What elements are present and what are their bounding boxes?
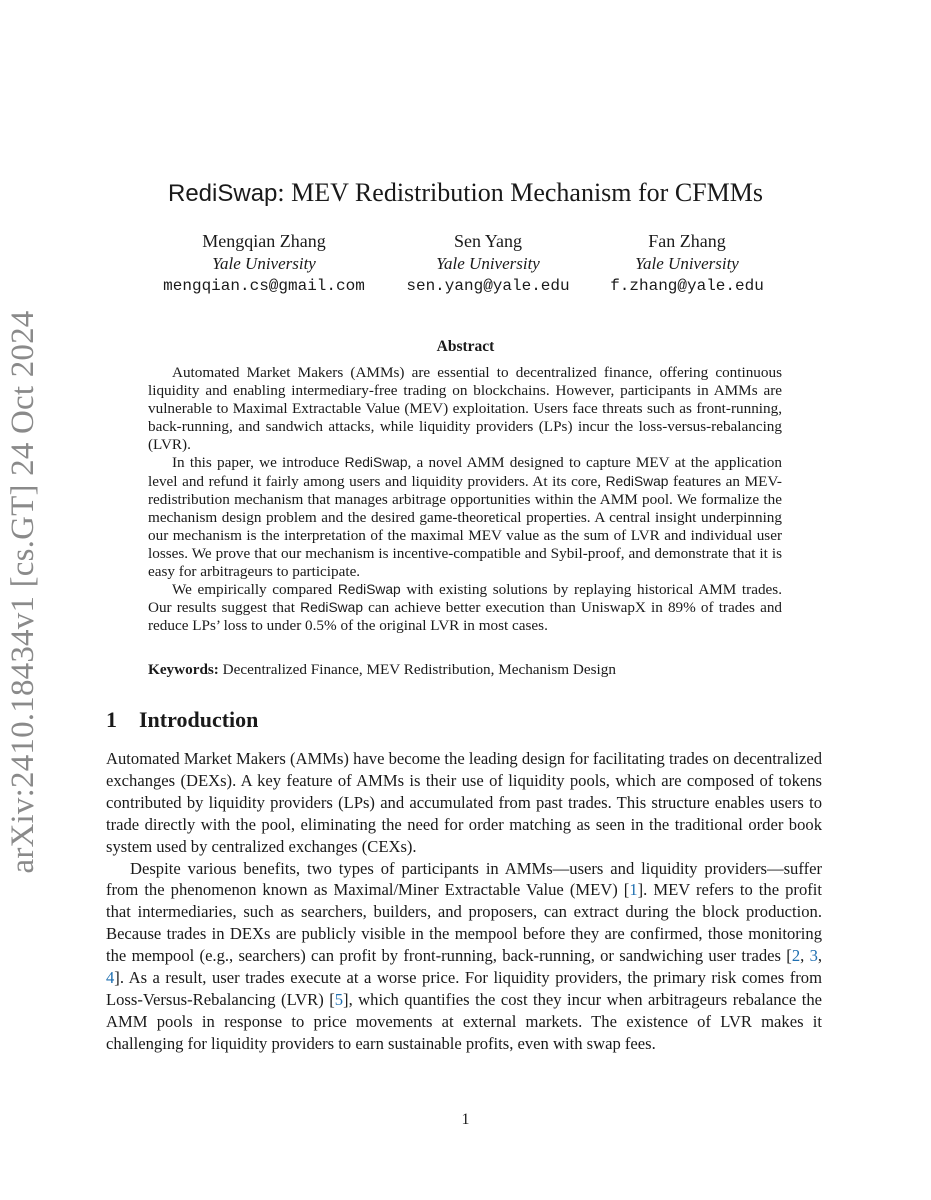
system-name: RediSwap: [337, 582, 401, 598]
intro-paragraph-2: [106, 858, 822, 1055]
intro-text: Despite various benefits, two types of participants in AMMs—users and liquidity providers—suffer from the phenomenon known as Maximal/Miner Extractable Value (MEV) [: [106, 858, 822, 900]
abstract-text: We empirically compared: [172, 581, 338, 599]
author-email[interactable]: mengqian.cs@gmail.com: [163, 277, 365, 295]
author-name: Fan Zhang: [648, 231, 726, 251]
intro-text: ]. As a result, user trades execute at a worse price. For liquidity providers, the primary risk comes from Loss-Versus-Rebalancing (LVR) [: [106, 968, 822, 1009]
abstract-text: can achieve better execution than UniswapX in 89% of trades and reduce LPs’ loss to under 0.5% of the original LVR in most cases.: [148, 599, 783, 635]
author-affiliation: Yale University: [635, 254, 739, 273]
intro-paragraph-1: Automated Market Makers (AMMs) have become the leading design for facilitating trades on decentralized exchanges (DEXs). A key feature of AMMs is their use of liquidity pools, which are composed of tokens contributed by liquidity providers (LPs) and accumulated from past trades. This structure enables users to trade directly with the pool, eliminating the need for order matching as seen in the traditional order book system used by centralized exchanges (CEXs).: [106, 749, 822, 856]
abstract-body: [148, 364, 782, 635]
abstract-heading: Abstract: [436, 338, 495, 355]
citation-link[interactable]: 5: [334, 989, 344, 1009]
section-number: 1: [106, 707, 117, 732]
intro-text: ,: [800, 946, 810, 966]
arxiv-identifier-stamp: arXiv:2410.18434v1 [cs.GT] 24 Oct 2024: [5, 310, 41, 874]
abstract-paragraph-2: [148, 454, 782, 581]
citation-link[interactable]: 4: [106, 968, 115, 988]
intro-text: ], which quantifies the cost they incur when arbitrageurs rebalance the AMM pools in response to price movements at external markets. The existence of LVR makes it challenging for liquidity providers to earn sustainable profits, even with swap fees.: [106, 989, 822, 1053]
abstract-paragraph-1: Automated Market Makers (AMMs) are essential to decentralized finance, offering continuous liquidity and enabling intermediary-free trading on blockchains. However, participants in AMMs are vulnerable to Maximal Extractable Value (MEV) exploitation. Users face threats such as front-running, back-running, and sandwich attacks, while liquidity providers (LPs) incur the loss-versus-rebalancing (LVR).: [148, 364, 782, 454]
author-3: [557, 229, 817, 297]
title-rest: : MEV Redistribution Mechanism for CFMMs: [277, 178, 763, 207]
abstract-text: with existing solutions by replaying historical AMM trades. Our results suggest that: [148, 581, 782, 617]
keywords: [148, 661, 782, 679]
author-name: Sen Yang: [453, 231, 523, 251]
citation-link[interactable]: 1: [629, 880, 638, 900]
introduction-body: [106, 748, 822, 1055]
author-email[interactable]: f.zhang@yale.edu: [610, 277, 764, 295]
author-affiliation: Yale University: [436, 254, 540, 273]
title-system-name: RediSwap: [168, 180, 278, 207]
keywords-text: Decentralized Finance, MEV Redistribution, Mechanism Design: [218, 661, 616, 678]
paper-title: [0, 178, 931, 208]
page-number: 1: [461, 1111, 470, 1128]
author-1: [134, 229, 394, 297]
intro-text: ]. MEV refers to the profit that intermediaries, such as searchers, builders, and proposers, can extract during the block production. Because trades in DEXs are publicly visible in the mempool before they are confirmed, those monitoring the mempool (e.g., searchers) can profit by front-running, back-running, or sandwiching user trades [: [106, 880, 823, 966]
abstract-text: features an MEV-redistribution mechanism that manages arbitrage opportunities within the AMM pool. We formalize the mechanism design problem and the desired game-theoretical properties. A central insight underpinning our mechanism is the interpretation of the maximal MEV value as the sum of LVR and individual user losses. We prove that our mechanism is incentive-compatible and Sybil-proof, and demonstrate that it is easy for arbitrageurs to participate.: [148, 472, 782, 581]
system-name: RediSwap: [300, 600, 363, 616]
system-name: RediSwap: [344, 455, 408, 471]
intro-text: ,: [817, 946, 823, 966]
author-name: Mengqian Zhang: [202, 231, 326, 251]
section-title: Introduction: [139, 707, 259, 732]
abstract-text: In this paper, we introduce: [172, 454, 345, 472]
section-heading: [106, 707, 258, 733]
abstract-paragraph-3: [148, 581, 782, 635]
author-affiliation: Yale University: [212, 254, 316, 273]
system-name: RediSwap: [605, 473, 669, 489]
author-email[interactable]: sen.yang@yale.edu: [406, 277, 570, 295]
abstract-text: , a novel AMM designed to capture MEV at the application level and refund it fairly among users and liquidity providers. At its core,: [148, 454, 782, 490]
keywords-label: Keywords:: [148, 661, 219, 678]
citation-link[interactable]: 3: [809, 946, 818, 966]
citation-link[interactable]: 2: [791, 946, 801, 966]
